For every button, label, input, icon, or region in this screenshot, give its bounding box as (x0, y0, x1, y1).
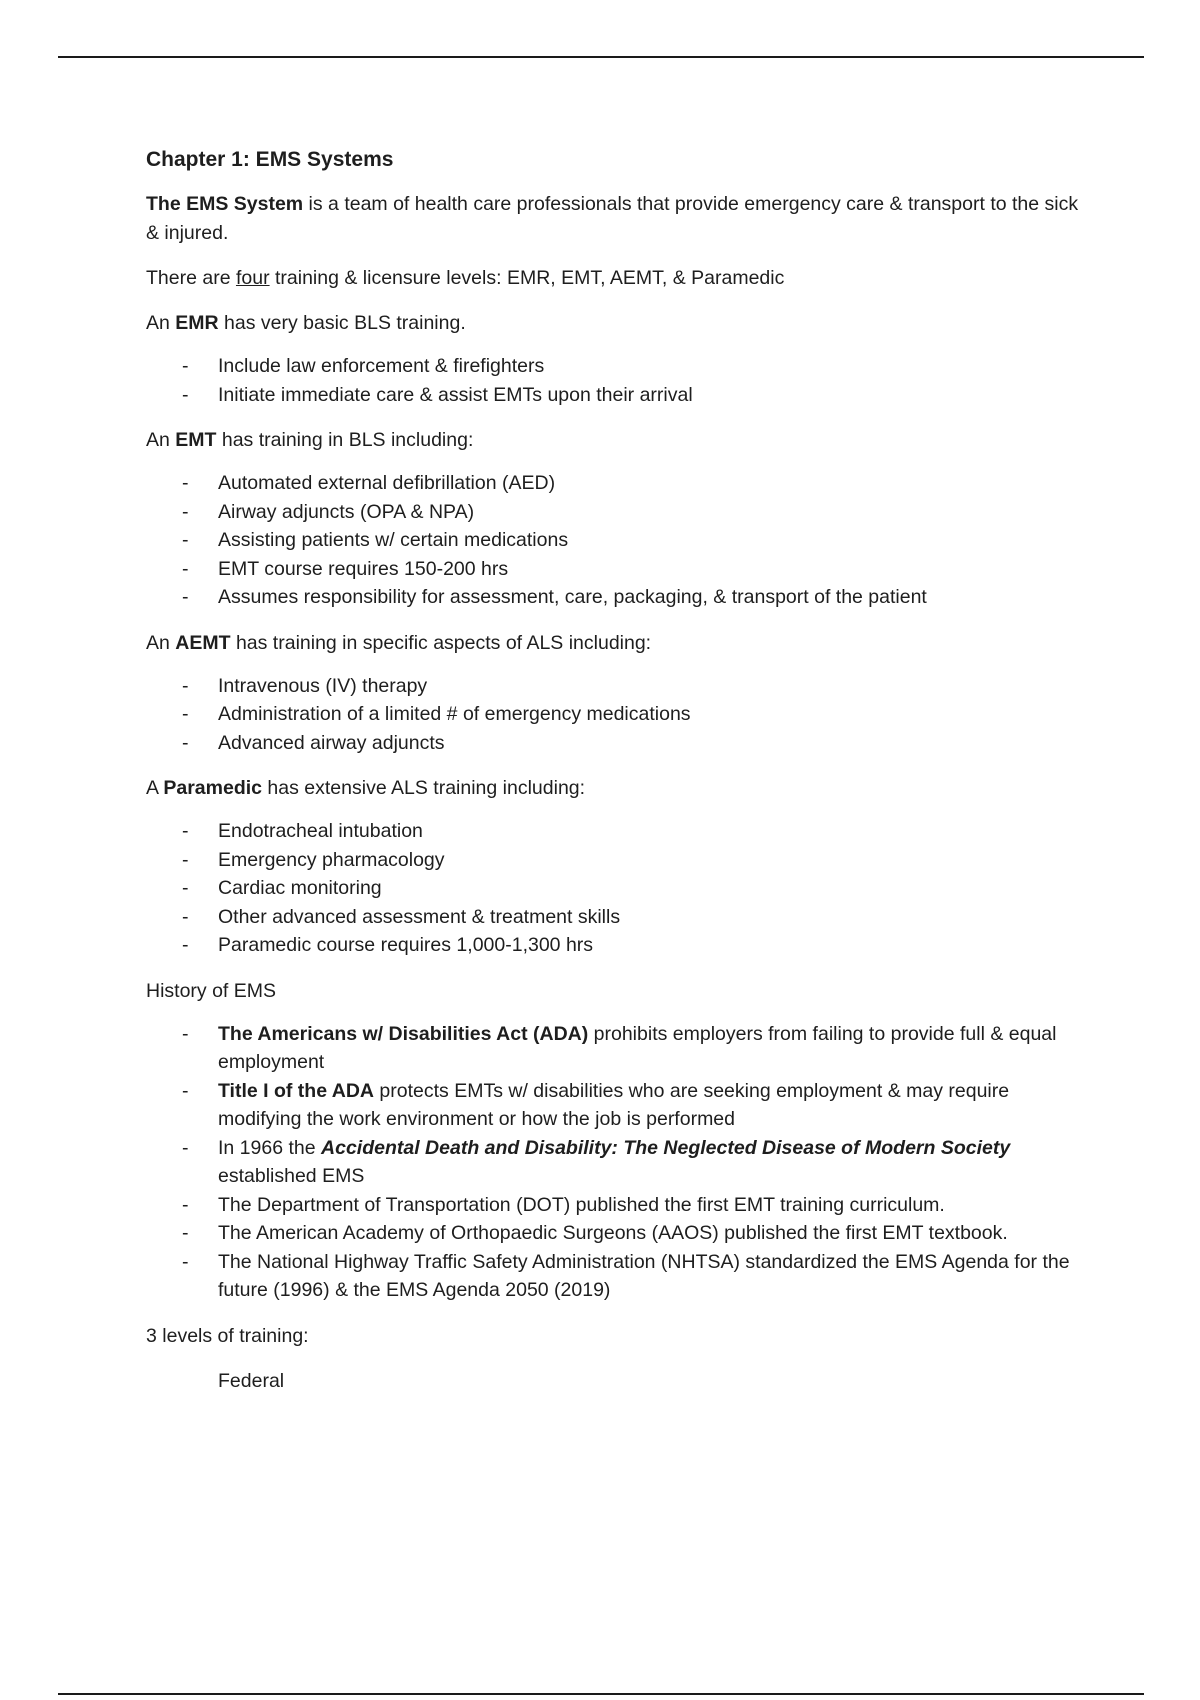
bullet-dash: - (182, 877, 189, 899)
emr-term: EMR (175, 312, 219, 334)
bullet-dash: - (182, 1136, 189, 1159)
list-item (146, 381, 1096, 410)
aemt-pre: An (146, 631, 176, 654)
emt-pre: An (146, 429, 176, 451)
paramedic-paragraph (146, 774, 1096, 803)
emt-list (146, 469, 1096, 612)
intro-paragraph (146, 190, 1096, 248)
training-heading: 3 levels of training: (146, 1324, 309, 1347)
header-rule (58, 56, 1144, 58)
list-item (146, 352, 1096, 381)
report-title: Accidental Death and Disability: The Neglected Disease of Modern Society (321, 1136, 1011, 1159)
aemt-paragraph (146, 629, 1096, 658)
list-item (146, 1020, 1096, 1077)
list-item-text: Assisting patients w/ certain medications (218, 529, 569, 551)
emt-term: EMT (175, 429, 217, 451)
list-item-text: Assumes responsibility for assessment, care, packaging, & transport of the patient (218, 586, 927, 608)
list-item-text: The Department of Transportation (DOT) published the first EMT training curriculum. (218, 1193, 945, 1216)
bullet-dash: - (182, 557, 189, 580)
list-item-text: Cardiac monitoring (218, 877, 382, 899)
list-item (146, 1191, 1096, 1220)
list-item (146, 1077, 1096, 1134)
list-item (146, 555, 1096, 584)
bullet-dash: - (182, 674, 189, 697)
bullet-dash: - (182, 500, 189, 523)
list-item-text: The National Highway Traffic Safety Administration (NHTSA) standardized the EMS Agenda for the future (1996) & the EMS Agenda 2050 (2019) (218, 1250, 1070, 1301)
list-item-text: Administration of a limited # of emergency medications (218, 703, 691, 725)
list-item (146, 672, 1096, 701)
bullet-dash: - (182, 1079, 189, 1102)
emt-post: has training in BLS including: (216, 429, 474, 451)
list-item (146, 498, 1096, 527)
intro-text: is a team of health care professionals that provide emergency care & transport to the sick & injured. (146, 193, 1079, 244)
levels-underlined: four (235, 267, 270, 289)
list-item-text: Airway adjuncts (OPA & NPA) (218, 500, 475, 523)
paramedic-term: Paramedic (163, 777, 263, 799)
list-item-text: Initiate immediate care & assist EMTs upon their arrival (218, 383, 693, 406)
paramedic-list (146, 817, 1096, 960)
report-post: established EMS (218, 1165, 365, 1187)
list-item-text: EMT course requires 150-200 hrs (218, 557, 509, 580)
bullet-dash: - (182, 1222, 189, 1244)
list-item-text: Automated external defibrillation (AED) (218, 472, 556, 494)
list-item (146, 469, 1096, 498)
list-item (146, 817, 1096, 846)
list-item (146, 700, 1096, 729)
bullet-dash: - (182, 529, 189, 551)
bullet-dash: - (182, 472, 189, 494)
list-item (146, 1219, 1096, 1248)
bullet-dash: - (182, 1022, 189, 1045)
list-item (146, 846, 1096, 875)
history-heading: History of EMS (146, 979, 277, 1002)
list-item (146, 931, 1096, 960)
list-item-text: Advanced airway adjuncts (218, 731, 445, 754)
bullet-dash: - (182, 820, 189, 842)
list-item-text: Include law enforcement & firefighters (218, 355, 545, 377)
aemt-list (146, 672, 1096, 758)
bullet-dash: - (182, 586, 189, 608)
levels-pre: There are (146, 267, 236, 289)
bullet-dash: - (182, 848, 189, 871)
report-pre: In 1966 the (218, 1136, 322, 1159)
footer-rule (58, 1693, 1144, 1695)
list-item-text: Emergency pharmacology (218, 848, 445, 871)
chapter-title: Chapter 1: EMS Systems (146, 148, 394, 171)
bullet-dash: - (182, 1250, 189, 1273)
training-federal: Federal (218, 1369, 285, 1392)
emt-paragraph (146, 426, 1096, 455)
bullet-dash: - (182, 355, 189, 377)
aemt-term: AEMT (175, 631, 231, 654)
list-item-text: Paramedic course requires 1,000-1,300 hrs (218, 934, 594, 956)
levels-post: training & licensure levels: EMR, EMT, AEMT, & Paramedic (269, 267, 785, 289)
paramedic-pre: A (146, 777, 164, 799)
title1-term: Title I of the ADA (218, 1079, 374, 1102)
ada-term: The Americans w/ Disabilities Act (ADA) (218, 1022, 589, 1045)
bullet-dash: - (182, 383, 189, 406)
bullet-dash: - (182, 731, 189, 754)
emr-list (146, 352, 1096, 409)
document-body (146, 146, 1096, 1412)
list-item (146, 729, 1096, 758)
history-list (146, 1020, 1096, 1305)
bullet-dash: - (182, 703, 189, 725)
list-item-text: Other advanced assessment & treatment skills (218, 905, 621, 928)
emr-pre: An (146, 312, 176, 334)
list-item-text: Intravenous (IV) therapy (218, 674, 428, 697)
bullet-dash: - (182, 905, 189, 928)
list-item (146, 526, 1096, 555)
list-item (146, 583, 1096, 612)
paramedic-post: has extensive ALS training including: (262, 777, 586, 799)
title1-text: protects EMTs w/ disabilities who are seeking employment & may require modifying the work environment or how the job is performed (218, 1079, 1010, 1130)
intro-term: The EMS System (146, 193, 304, 215)
list-item-text: The American Academy of Orthopaedic Surgeons (AAOS) published the first EMT textbook. (218, 1222, 1008, 1244)
levels-paragraph (146, 264, 1096, 293)
list-item (146, 1134, 1096, 1191)
bullet-dash: - (182, 934, 189, 956)
aemt-post: has training in specific aspects of ALS including: (230, 631, 652, 654)
list-item-text: Endotracheal intubation (218, 820, 423, 842)
emr-paragraph (146, 309, 1096, 338)
emr-post: has very basic BLS training. (218, 312, 466, 334)
bullet-dash: - (182, 1193, 189, 1216)
ada-text: prohibits employers from failing to provide full & equal employment (218, 1022, 1057, 1073)
list-item (146, 874, 1096, 903)
list-item (146, 1248, 1096, 1305)
list-item (146, 903, 1096, 932)
